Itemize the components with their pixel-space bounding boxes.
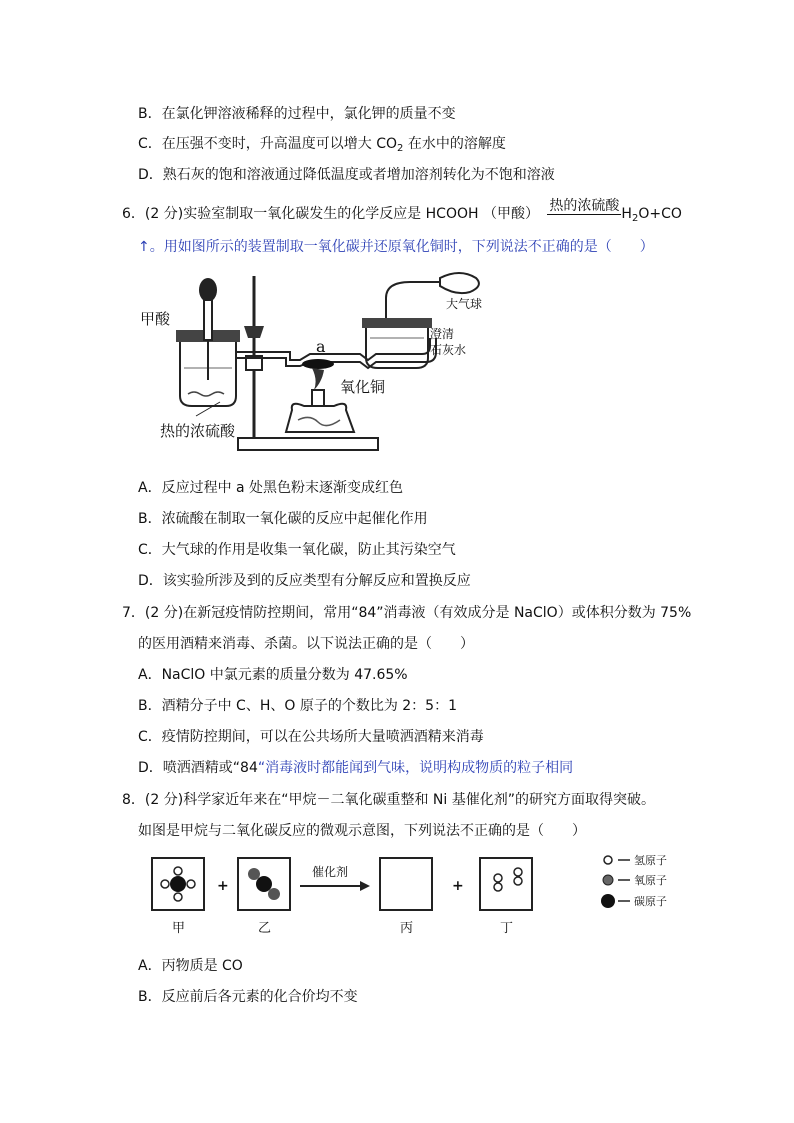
balloon-tube — [386, 282, 440, 318]
label-limewater-2: 石灰水 — [430, 343, 467, 357]
q5-option-d: D．熟石灰的饱和溶液通过降低温度或者增加溶剂转化为不饱和溶液 — [138, 167, 555, 183]
q5-option-c-text-end: 在水中的溶解度 — [403, 136, 506, 152]
product-h: H — [621, 206, 632, 222]
carbon-atom — [170, 876, 186, 892]
label-yi: 乙 — [258, 921, 272, 936]
q6-stem — [122, 198, 682, 228]
legend-o-symbol — [603, 875, 613, 885]
dropper-tube — [204, 300, 212, 340]
plus-sign-2: + — [452, 878, 464, 894]
q6-option-d: D．该实验所涉及到的反应类型有分解反应和置换反应 — [138, 573, 471, 589]
q8-option-b: B．反应前后各元素的化合价均不变 — [138, 989, 358, 1005]
q8-stem: 8．(2 分)科学家近年来在“甲烷－二氧化碳重整和 Ni 基催化剂”的研究方面取得突破。 — [122, 792, 655, 808]
gas-tube — [236, 338, 430, 360]
legend-o: 氧原子 — [634, 874, 667, 887]
q8-option-a: A．丙物质是 CO — [138, 958, 243, 974]
q7-option-d — [138, 759, 573, 777]
q6-option-c: C．大气球的作用是收集一氧化碳，防止其污染空气 — [138, 542, 456, 558]
label-bing: 丙 — [400, 921, 414, 936]
right-flask-stopper — [362, 318, 432, 328]
apparatus-diagram — [140, 268, 510, 468]
q5-option-c-subscript: 2 — [397, 143, 404, 154]
box-ding — [480, 858, 532, 910]
q6-option-b: B．浓硫酸在制取一氧化碳的反应中起催化作用 — [138, 511, 428, 527]
product-subscript: 2 — [631, 213, 639, 224]
q7-option-d-blue-text: “消毒液时都能闻到气味，说明构成物质的粒子相同 — [257, 760, 574, 776]
q7-option-a: A．NaClO 中氯元素的质量分数为 47.65% — [138, 667, 408, 683]
legend-h: 氢原子 — [634, 854, 667, 867]
legend-c-symbol — [601, 894, 615, 908]
reaction-condition-text: 热的浓硫酸 — [549, 198, 620, 214]
q5-option-c-text: C．在压强不变时，升高温度可以增大 CO — [138, 136, 398, 152]
q6-stem-line2: ↑。用如图所示的装置制取一氧化碳并还原氧化铜时，下列说法不正确的是（ ） — [138, 239, 654, 255]
plus-sign-1: + — [217, 878, 229, 894]
catalyst-label: 催化剂 — [312, 865, 349, 879]
balloon — [440, 273, 479, 293]
dropper-bulb — [199, 278, 217, 302]
q5-option-c — [138, 135, 506, 158]
clamp — [244, 326, 264, 338]
left-flask-liquid — [188, 392, 224, 396]
copper-oxide-powder — [302, 359, 334, 369]
label-ding: 丁 — [500, 921, 514, 936]
q5-option-b: B．在氯化钾溶液稀释的过程中，氯化钾的质量不变 — [138, 106, 456, 122]
q7-option-d-text: D．喷洒酒精或“84 — [138, 760, 258, 776]
label-balloon: 大气球 — [446, 297, 483, 311]
box-bing — [380, 858, 432, 910]
label-formic-acid: 甲酸 — [140, 310, 171, 328]
q7-stem-line2: 的医用酒精来消毒、杀菌。以下说法正确的是（ ） — [138, 636, 474, 652]
q7-stem: 7．(2 分)在新冠疫情防控期间，常用“84”消毒液（有效成分是 NaClO）或体积分数为 75% — [122, 605, 692, 621]
legend-h-symbol — [604, 856, 612, 864]
reaction-diagram — [140, 852, 700, 942]
product-rest: O+CO — [638, 206, 682, 222]
reaction-condition — [547, 198, 621, 215]
q7-option-b: B．酒精分子中 C、H、O 原子的个数比为 2：5：1 — [138, 698, 457, 714]
stand-base — [238, 438, 378, 450]
q8-stem-line2: 如图是甲烷与二氧化碳反应的微观示意图，下列说法不正确的是（ ） — [138, 823, 586, 839]
q7-option-c: C．疫情防控期间，可以在公共场所大量喷洒酒精来消毒 — [138, 729, 484, 745]
flame — [312, 368, 324, 390]
q6-stem-text: 6．(2 分)实验室制取一氧化碳发生的化学反应是 HCOOH （甲酸） — [122, 206, 539, 222]
label-point-a: a — [316, 337, 326, 356]
legend-c: 碳原子 — [634, 895, 667, 908]
label-jia: 甲 — [172, 921, 186, 936]
oxygen-atom — [248, 868, 260, 880]
label-limewater-1: 澄清 — [430, 327, 455, 341]
q6-option-a: A．反应过程中 a 处黑色粉末逐渐变成红色 — [138, 480, 404, 496]
label-hot-acid: 热的浓硫酸 — [160, 422, 236, 440]
label-copper-oxide: 氧化铜 — [340, 378, 386, 396]
alcohol-lamp — [286, 404, 354, 432]
